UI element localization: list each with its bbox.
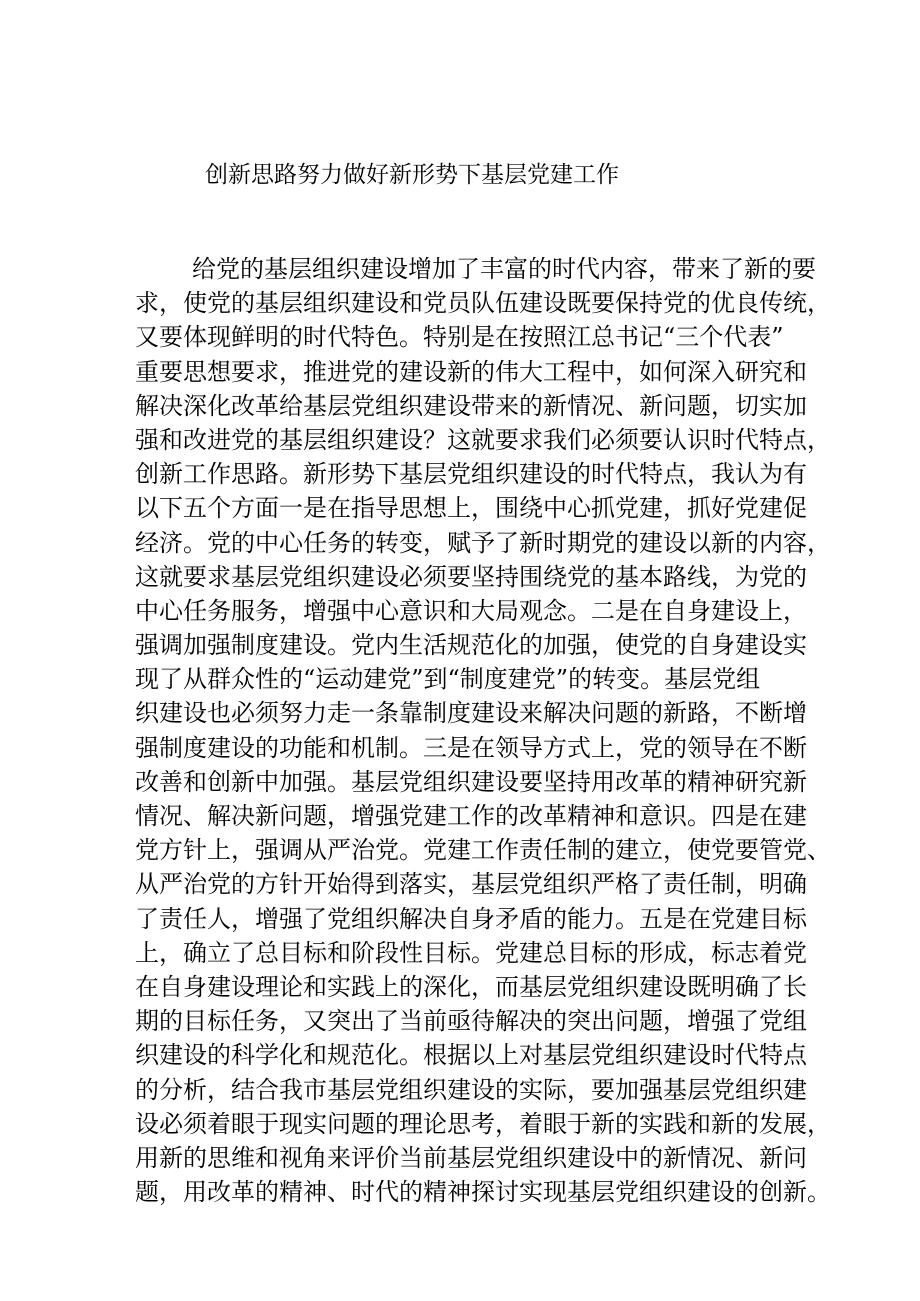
body-line: 了责任人，增强了党组织解决自身矛盾的能力。五是在党建目标 [135,904,807,933]
body-line: 期的目标任务，又突出了当前亟待解决的突出问题，增强了党组 [135,1007,807,1036]
body-line: 的分析，结合我市基层党组织建设的实际，要加强基层党组织建 [135,1075,807,1104]
body-line: 经济。党的中心任务的转变，赋予了新时期党的建设以新的内容， [135,528,831,557]
body-line: 求，使党的基层组织建设和党员队伍建设既要保持党的优良传统， [135,289,831,318]
body-line: 强和改进党的基层组织建设？这就要求我们必须要认识时代特点， [135,425,831,454]
body-line: 用新的思维和视角来评价当前基层党组织建设中的新情况、新问 [135,1143,807,1172]
body-line: 又要体现鲜明的时代特色。特别是在按照江总书记“三个代表” [135,323,784,352]
document-title: 创新思路努力做好新形势下基层党建工作 [205,162,619,188]
body-line: 解决深化改革给基层党组织建设带来的新情况、新问题，切实加 [135,391,807,420]
document-body [135,252,831,1209]
body-line: 这就要求基层党组织建设必须要坚持围绕党的基本路线，为党的 [135,562,807,591]
body-line: 从严治党的方针开始得到落实，基层党组织严格了责任制，明确 [135,870,807,899]
body-line: 情况、解决新问题，增强党建工作的改革精神和意识。四是在建 [135,802,807,830]
body-line: 织建设也必须努力走一条靠制度建设来解决问题的新路，不断增 [135,699,807,728]
body-line: 给党的基层组织建设增加了丰富的时代内容，带来了新的要 [192,255,816,283]
body-line: 改善和创新中加强。基层党组织建设要坚持用改革的精神研究新 [135,767,807,796]
body-line: 织建设的科学化和规范化。根据以上对基层党组织建设时代特点 [135,1041,807,1070]
body-line: 以下五个方面一是在指导思想上，围绕中心抓党建，抓好党建促 [135,494,807,523]
body-line: 强调加强制度建设。党内生活规范化的加强，使党的自身建设实 [135,631,807,660]
body-line: 重要思想要求，推进党的建设新的伟大工程中，如何深入研究和 [135,357,807,386]
body-line: 上，确立了总目标和阶段性目标。党建总目标的形成，标志着党 [135,938,807,967]
body-line: 创新工作思路。新形势下基层党组织建设的时代特点，我认为有 [135,460,807,489]
body-line: 设必须着眼于现实问题的理论思考，着眼于新的实践和新的发展， [135,1109,831,1138]
body-line: 现了从群众性的“运动建党”到“制度建党”的转变。基层党组 [135,665,761,694]
body-line: 强制度建设的功能和机制。三是在领导方式上，党的领导在不断 [135,733,807,762]
body-line: 在自身建设理论和实践上的深化，而基层党组织建设既明确了长 [135,972,807,1001]
body-line: 党方针上，强调从严治党。党建工作责任制的建立，使党要管党、 [135,836,831,865]
body-line: 题，用改革的精神、时代的精神探讨实现基层党组织建设的创新。 [135,1178,831,1207]
body-line: 中心任务服务，增强中心意识和大局观念。二是在自身建设上， [135,596,807,625]
